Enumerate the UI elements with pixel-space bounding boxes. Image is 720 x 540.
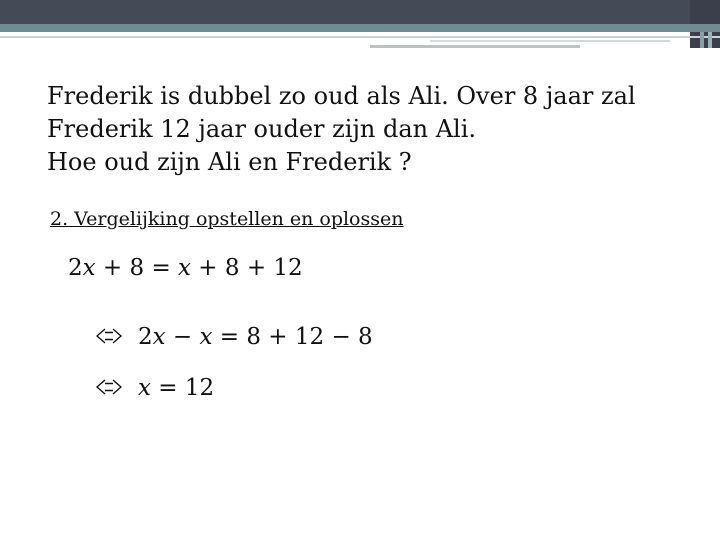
header-divider-line xyxy=(0,36,720,38)
equation: 2𝑥 − 𝑥 = 8 + 12 − 8 xyxy=(138,324,373,350)
header-accent-band xyxy=(0,24,720,32)
header-divider-line xyxy=(370,45,580,48)
problem-line: Frederik 12 jaar ouder zijn dan Ali. xyxy=(47,115,477,143)
equation: 2𝑥 + 8 = 𝑥 + 8 + 12 xyxy=(68,255,303,281)
left-right-double-arrow-icon xyxy=(96,379,122,395)
problem-line: Hoe oud zijn Ali en Frederik ? xyxy=(47,148,412,176)
section-title: 2. Vergelijking opstellen en oplossen xyxy=(50,208,404,230)
header-band xyxy=(0,0,720,24)
header-divider-line xyxy=(430,40,670,42)
left-right-double-arrow-icon xyxy=(96,328,122,344)
header-divider-line xyxy=(708,32,712,48)
header-divider-line xyxy=(700,32,704,48)
problem-statement xyxy=(47,80,707,179)
problem-line: Frederik is dubbel zo oud als Ali. Over 8 jaar zal xyxy=(47,82,636,110)
equation: 𝑥 = 12 xyxy=(138,375,215,401)
